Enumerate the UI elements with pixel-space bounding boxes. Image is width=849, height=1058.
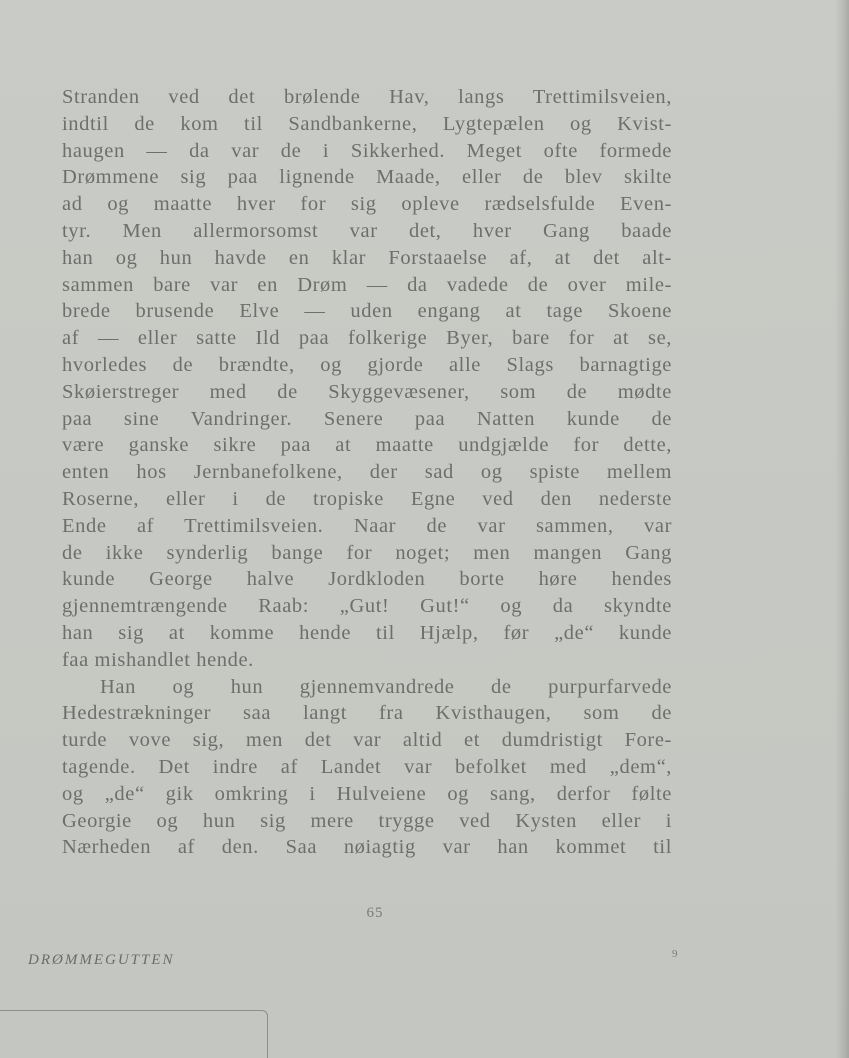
body-text — [62, 84, 672, 861]
text-line: Georgie og hun sig mere trygge ved Kysten eller i — [62, 809, 672, 832]
text-line: han og hun havde en klar Forstaaelse af, at det alt- — [62, 246, 672, 269]
text-line: og „de“ gik omkring i Hulveiene og sang, derfor følte — [62, 782, 672, 805]
text-line: tyr. Men allermorsomst var det, hver Gang baade — [62, 219, 672, 242]
text-line: hvorledes de brændte, og gjorde alle Slags barnagtige — [62, 353, 672, 376]
text-line: turde vove sig, men det var altid et dumdristigt Fore- — [62, 729, 672, 752]
signature-title: DRØMMEGUTTEN — [28, 952, 175, 968]
text-line: paa sine Vandringer. Senere paa Natten kunde de — [62, 407, 672, 430]
text-line: Roserne, eller i de tropiske Egne ved den nederste — [62, 487, 672, 510]
text-line-paragraph-end: faa mishandlet hende. — [62, 648, 254, 671]
text-line: indtil de kom til Sandbankerne, Lygtepælen og Kvist- — [62, 112, 672, 135]
text-line: haugen — da var de i Sikkerhed. Meget ofte formede — [62, 139, 672, 162]
page-edge-shadow — [835, 0, 849, 1058]
text-line: være ganske sikre paa at maatte undgjælde for dette, — [62, 434, 672, 457]
text-line: ad og maatte hver for sig opleve rædselsfulde Even- — [62, 193, 672, 216]
text-line: brede brusende Elve — uden engang at tage Skoene — [62, 300, 672, 323]
text-line: af — eller satte Ild paa folkerige Byer, bare for at se, — [62, 327, 672, 350]
text-line: gjennemtrængende Raab: „Gut! Gut!“ og da skyndte — [62, 595, 672, 618]
text-line: Skøierstreger med de Skyggevæsener, som de mødte — [62, 380, 672, 403]
text-line: Stranden ved det brølende Hav, langs Trettimilsveien, — [62, 86, 672, 108]
bottom-tab-outline — [0, 1010, 268, 1058]
signature-mark: 9 — [672, 948, 678, 960]
text-line: enten hos Jernbanefolkene, der sad og spiste mellem — [62, 461, 672, 484]
text-line-paragraph-start: Han og hun gjennemvandrede de purpurfarvede — [100, 675, 672, 698]
text-line: tagende. Det indre af Landet var befolket med „dem“, — [62, 755, 672, 778]
page-number: 65 — [366, 905, 384, 921]
text-line: Hedestrækninger saa langt fra Kvisthaugen, som de — [62, 702, 672, 725]
text-line: han sig at komme hende til Hjælp, før „de“ kunde — [62, 621, 672, 644]
text-line: sammen bare var en Drøm — da vadede de over mile- — [62, 273, 672, 296]
text-line: de ikke synderlig bange for noget; men mangen Gang — [62, 541, 672, 564]
text-line: Ende af Trettimilsveien. Naar de var sammen, var — [62, 514, 672, 537]
text-line: Nærheden af den. Saa nøiagtig var han kommet til — [62, 836, 672, 859]
text-line: Drømmene sig paa lignende Maade, eller de blev skilte — [62, 166, 672, 189]
text-line: kunde George halve Jordkloden borte høre hendes — [62, 568, 672, 591]
